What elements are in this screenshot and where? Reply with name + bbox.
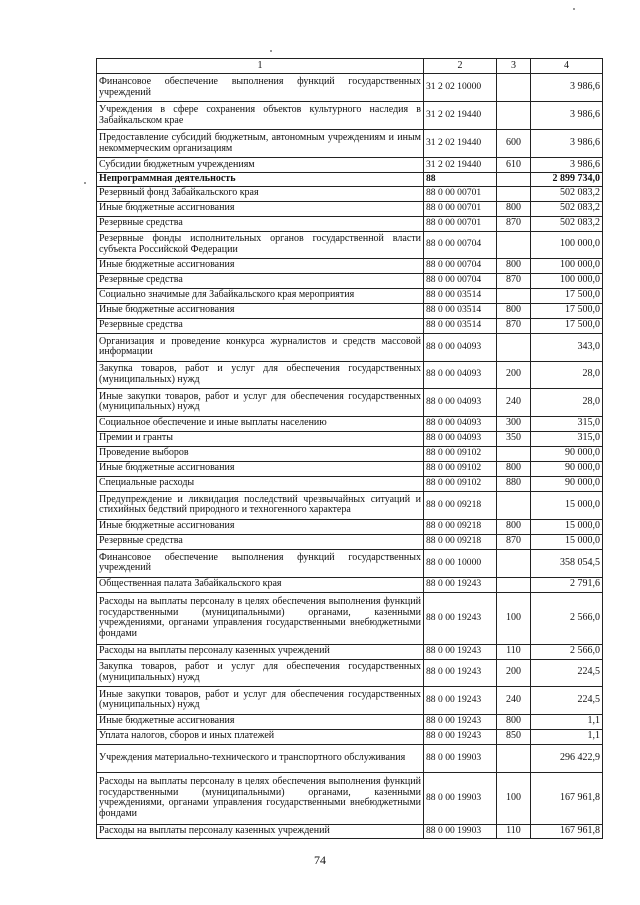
row-sum-cell: 15 000,0 [531, 491, 603, 519]
row-sum-cell: 2 566,0 [531, 592, 603, 644]
row-code-cell: 88 [424, 173, 497, 187]
table-row [97, 744, 603, 772]
table-row [97, 714, 603, 729]
row-code-cell: 88 0 00 19243 [424, 659, 497, 686]
row-code-cell: 88 0 00 19903 [424, 772, 497, 824]
table-row [97, 686, 603, 714]
row-code-cell: 88 0 00 00704 [424, 258, 497, 273]
row-code-cell: 88 0 00 03514 [424, 318, 497, 333]
row-code-cell: 88 0 00 04093 [424, 361, 497, 388]
row-kvr-cell: 240 [497, 686, 531, 714]
row-kvr-cell [497, 231, 531, 258]
row-kvr-cell: 880 [497, 476, 531, 491]
row-kvr-cell [497, 577, 531, 592]
row-sum-cell: 17 500,0 [531, 318, 603, 333]
row-code-cell: 88 0 00 19243 [424, 577, 497, 592]
row-kvr-cell: 300 [497, 416, 531, 431]
column-header-4: 4 [531, 59, 603, 74]
row-code-cell: 88 0 00 04093 [424, 431, 497, 446]
row-name-cell: Финансовое обеспечение выполнения функций государственных учреждений [97, 549, 424, 577]
row-name-cell: Учреждения материально-технического и транспортного обслуживания [97, 744, 424, 772]
row-name-cell: Расходы на выплаты персоналу казенных учреждений [97, 824, 424, 838]
table-row [97, 431, 603, 446]
row-name-cell: Иные бюджетные ассигнования [97, 714, 424, 729]
row-kvr-cell: 610 [497, 158, 531, 173]
row-kvr-cell: 800 [497, 201, 531, 216]
table-header-row [97, 59, 603, 74]
row-name-cell: Финансовое обеспечение выполнения функций государственных учреждений [97, 74, 424, 102]
row-sum-cell: 3 986,6 [531, 158, 603, 173]
row-name-cell: Предупреждение и ликвидация последствий чрезвычайных ситуаций и стихийных бедствий природного и техногенного характера [97, 491, 424, 519]
table-row [97, 361, 603, 388]
row-name-cell: Резервные средства [97, 216, 424, 231]
row-code-cell: 31 2 02 19440 [424, 130, 497, 158]
row-code-cell: 88 0 00 04093 [424, 388, 497, 416]
row-code-cell: 88 0 00 00701 [424, 186, 497, 201]
row-name-cell: Проведение выборов [97, 446, 424, 461]
table-row [97, 388, 603, 416]
row-kvr-cell: 800 [497, 258, 531, 273]
row-sum-cell: 502 083,2 [531, 186, 603, 201]
table-row [97, 288, 603, 303]
row-kvr-cell: 600 [497, 130, 531, 158]
row-kvr-cell: 870 [497, 216, 531, 231]
row-sum-cell: 90 000,0 [531, 461, 603, 476]
row-sum-cell: 2 899 734,0 [531, 173, 603, 187]
table-row [97, 231, 603, 258]
row-sum-cell: 224,5 [531, 659, 603, 686]
row-sum-cell: 315,0 [531, 416, 603, 431]
table-row [97, 102, 603, 130]
row-name-cell: Иные бюджетные ассигнования [97, 201, 424, 216]
row-sum-cell: 3 986,6 [531, 102, 603, 130]
row-sum-cell: 167 961,8 [531, 772, 603, 824]
table-row [97, 461, 603, 476]
row-kvr-cell: 800 [497, 519, 531, 534]
row-name-cell: Расходы на выплаты персоналу в целях обеспечения выполнения функций государственными (муниципальными) органами, казенными учреждениями, органами управления государственными внебюджетными фондами [97, 772, 424, 824]
row-name-cell: Иные бюджетные ассигнования [97, 258, 424, 273]
table-body [97, 74, 603, 839]
row-name-cell: Общественная палата Забайкальского края [97, 577, 424, 592]
table-row [97, 130, 603, 158]
row-sum-cell: 343,0 [531, 333, 603, 361]
row-sum-cell: 3 986,6 [531, 74, 603, 102]
table-row [97, 824, 603, 838]
row-code-cell: 88 0 00 09102 [424, 476, 497, 491]
table-row [97, 446, 603, 461]
row-kvr-cell: 870 [497, 273, 531, 288]
row-code-cell: 88 0 00 09218 [424, 491, 497, 519]
row-name-cell: Резервные средства [97, 534, 424, 549]
row-code-cell: 88 0 00 00701 [424, 201, 497, 216]
table-row [97, 577, 603, 592]
table-row [97, 74, 603, 102]
row-sum-cell: 100 000,0 [531, 258, 603, 273]
row-code-cell: 88 0 00 19243 [424, 729, 497, 744]
row-sum-cell: 15 000,0 [531, 534, 603, 549]
row-name-cell: Уплата налогов, сборов и иных платежей [97, 729, 424, 744]
row-name-cell: Иные закупки товаров, работ и услуг для обеспечения государственных (муниципальных) нужд [97, 686, 424, 714]
row-code-cell: 88 0 00 09102 [424, 446, 497, 461]
table-row [97, 201, 603, 216]
row-name-cell: Расходы на выплаты персоналу казенных учреждений [97, 644, 424, 659]
row-name-cell: Субсидии бюджетным учреждениям [97, 158, 424, 173]
row-kvr-cell [497, 74, 531, 102]
row-kvr-cell [497, 446, 531, 461]
row-kvr-cell: 800 [497, 303, 531, 318]
table-row [97, 186, 603, 201]
row-kvr-cell [497, 173, 531, 187]
row-sum-cell: 100 000,0 [531, 273, 603, 288]
row-kvr-cell [497, 102, 531, 130]
row-kvr-cell: 200 [497, 659, 531, 686]
row-name-cell: Расходы на выплаты персоналу в целях обеспечения выполнения функций государственными (муниципальными) органами, казенными учреждениями, органами управления государственными внебюджетными фондами [97, 592, 424, 644]
row-sum-cell: 90 000,0 [531, 476, 603, 491]
row-name-cell: Иные закупки товаров, работ и услуг для обеспечения государственных (муниципальных) нужд [97, 388, 424, 416]
row-code-cell: 88 0 00 00701 [424, 216, 497, 231]
row-code-cell: 88 0 00 09102 [424, 461, 497, 476]
row-name-cell: Предоставление субсидий бюджетным, автономным учреждениям и иным некоммерческим организациям [97, 130, 424, 158]
row-kvr-cell [497, 744, 531, 772]
table-row [97, 534, 603, 549]
row-kvr-cell [497, 288, 531, 303]
table-row [97, 549, 603, 577]
row-sum-cell: 358 054,5 [531, 549, 603, 577]
row-sum-cell: 2 791,6 [531, 577, 603, 592]
row-name-cell: Иные бюджетные ассигнования [97, 461, 424, 476]
row-kvr-cell [497, 333, 531, 361]
row-code-cell: 88 0 00 19243 [424, 714, 497, 729]
row-kvr-cell: 850 [497, 729, 531, 744]
table-row [97, 416, 603, 431]
row-code-cell: 88 0 00 09218 [424, 534, 497, 549]
row-sum-cell: 502 083,2 [531, 201, 603, 216]
row-name-cell: Резервные фонды исполнительных органов государственной власти субъекта Российской Федерации [97, 231, 424, 258]
table-row [97, 158, 603, 173]
column-header-2: 2 [424, 59, 497, 74]
row-name-cell: Учреждения в сфере сохранения объектов культурного наследия в Забайкальском крае [97, 102, 424, 130]
table-row [97, 476, 603, 491]
table-row [97, 216, 603, 231]
row-name-cell: Премии и гранты [97, 431, 424, 446]
row-code-cell: 88 0 00 19243 [424, 592, 497, 644]
row-sum-cell: 167 961,8 [531, 824, 603, 838]
column-header-3: 3 [497, 59, 531, 74]
row-kvr-cell: 240 [497, 388, 531, 416]
row-sum-cell: 1,1 [531, 714, 603, 729]
row-code-cell: 88 0 00 04093 [424, 416, 497, 431]
row-name-cell: Социальное обеспечение и иные выплаты населению [97, 416, 424, 431]
row-name-cell: Организация и проведение конкурса журналистов и средств массовой информации [97, 333, 424, 361]
table-row [97, 303, 603, 318]
row-sum-cell: 2 566,0 [531, 644, 603, 659]
row-name-cell: Закупка товаров, работ и услуг для обеспечения государственных (муниципальных) нужд [97, 659, 424, 686]
page-number: 74 [314, 853, 326, 867]
row-code-cell: 88 0 00 03514 [424, 288, 497, 303]
row-name-cell: Резервные средства [97, 273, 424, 288]
row-sum-cell: 315,0 [531, 431, 603, 446]
table-row [97, 519, 603, 534]
row-kvr-cell: 100 [497, 592, 531, 644]
row-code-cell: 88 0 00 10000 [424, 549, 497, 577]
row-kvr-cell [497, 549, 531, 577]
row-sum-cell: 3 986,6 [531, 130, 603, 158]
row-sum-cell: 17 500,0 [531, 303, 603, 318]
row-sum-cell: 296 422,9 [531, 744, 603, 772]
row-sum-cell: 90 000,0 [531, 446, 603, 461]
column-header-1: 1 [97, 59, 424, 74]
row-code-cell: 88 0 00 09218 [424, 519, 497, 534]
table-row [97, 729, 603, 744]
budget-table [96, 58, 603, 839]
row-sum-cell: 100 000,0 [531, 231, 603, 258]
row-code-cell: 88 0 00 19243 [424, 644, 497, 659]
row-code-cell: 31 2 02 19440 [424, 158, 497, 173]
row-name-cell: Иные бюджетные ассигнования [97, 303, 424, 318]
table-row [97, 491, 603, 519]
row-name-cell: Специальные расходы [97, 476, 424, 491]
row-name-cell: Иные бюджетные ассигнования [97, 519, 424, 534]
scan-speck [84, 182, 86, 184]
row-code-cell: 88 0 00 00704 [424, 273, 497, 288]
row-name-cell: Закупка товаров, работ и услуг для обеспечения государственных (муниципальных) нужд [97, 361, 424, 388]
table-row [97, 173, 603, 187]
table-row [97, 273, 603, 288]
scan-speck [270, 50, 272, 52]
table-row [97, 333, 603, 361]
row-kvr-cell: 110 [497, 644, 531, 659]
row-code-cell: 88 0 00 00704 [424, 231, 497, 258]
row-name-cell: Социально значимые для Забайкальского края мероприятия [97, 288, 424, 303]
row-code-cell: 88 0 00 04093 [424, 333, 497, 361]
row-sum-cell: 224,5 [531, 686, 603, 714]
scan-speck [573, 8, 575, 10]
row-sum-cell: 17 500,0 [531, 288, 603, 303]
row-kvr-cell: 200 [497, 361, 531, 388]
row-kvr-cell: 350 [497, 431, 531, 446]
row-sum-cell: 28,0 [531, 361, 603, 388]
row-code-cell: 88 0 00 19243 [424, 686, 497, 714]
row-code-cell: 88 0 00 19903 [424, 744, 497, 772]
row-name-cell: Резервный фонд Забайкальского края [97, 186, 424, 201]
table-row [97, 659, 603, 686]
row-name-cell: Резервные средства [97, 318, 424, 333]
row-kvr-cell: 100 [497, 772, 531, 824]
row-kvr-cell: 870 [497, 534, 531, 549]
table-row [97, 258, 603, 273]
row-kvr-cell: 110 [497, 824, 531, 838]
table-row [97, 772, 603, 824]
row-code-cell: 88 0 00 03514 [424, 303, 497, 318]
table-row [97, 644, 603, 659]
table-row [97, 318, 603, 333]
row-kvr-cell [497, 491, 531, 519]
row-code-cell: 31 2 02 10000 [424, 74, 497, 102]
row-kvr-cell: 870 [497, 318, 531, 333]
row-sum-cell: 15 000,0 [531, 519, 603, 534]
row-name-cell: Непрограммная деятельность [97, 173, 424, 187]
row-kvr-cell [497, 186, 531, 201]
row-sum-cell: 502 083,2 [531, 216, 603, 231]
row-kvr-cell: 800 [497, 461, 531, 476]
row-code-cell: 88 0 00 19903 [424, 824, 497, 838]
row-code-cell: 31 2 02 19440 [424, 102, 497, 130]
table-row [97, 592, 603, 644]
row-sum-cell: 1,1 [531, 729, 603, 744]
row-kvr-cell: 800 [497, 714, 531, 729]
row-sum-cell: 28,0 [531, 388, 603, 416]
